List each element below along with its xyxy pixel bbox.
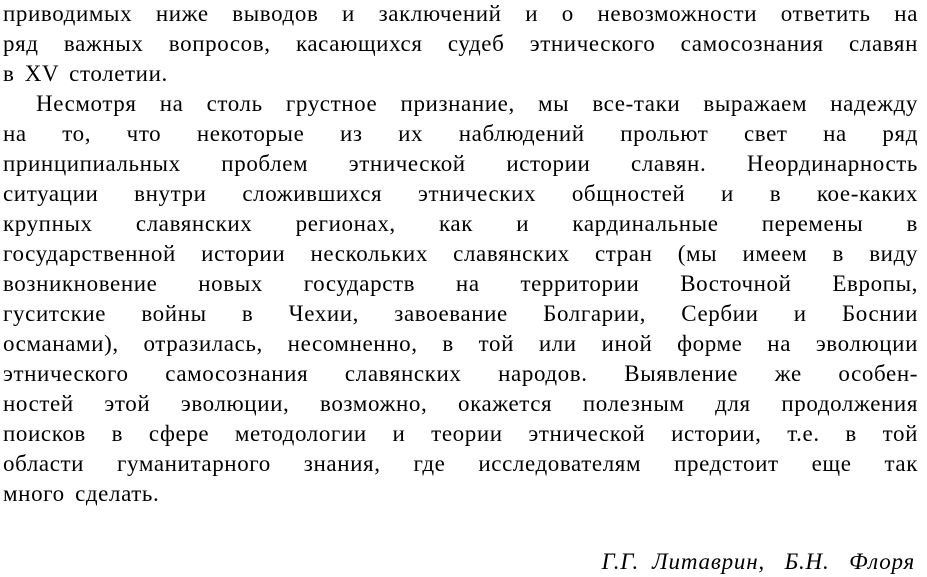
text-line: области гуманитарного знания, где исследователям предстоит еще так	[3, 451, 918, 476]
text-line: гуситские войны в Чехии, завоевание Болгарии, Сербии и Боснии	[3, 301, 918, 326]
text-line: возникновение новых государств на территории Восточной Европы,	[3, 271, 918, 296]
text-line: много сделать.	[3, 481, 160, 506]
text-line: в XV столетии.	[3, 61, 168, 86]
text-line: ситуации внутри сложившихся этнических общностей и в кое-каких	[3, 181, 918, 206]
text-line: крупных славянских регионах, как и кардинальные перемены в	[3, 211, 918, 236]
text-line: на то, что некоторые из их наблюдений прольют свет на ряд	[3, 121, 918, 146]
text-line: ряд важных вопросов, касающихся судеб этнического самосознания славян	[3, 31, 918, 56]
text-line: государственной истории нескольких славянских стран (мы имеем в виду	[3, 241, 918, 266]
text-line: османами), отразилась, несомненно, в той или иной форме на эволюции	[3, 331, 918, 356]
text-line: ностей этой эволюции, возможно, окажется полезным для продолжения	[3, 391, 918, 416]
text-line: приводимых ниже выводов и заключений и о невозможности ответить на	[3, 1, 918, 26]
text-line: поисков в сфере методологии и теории этнической истории, т.е. в той	[3, 421, 918, 446]
author-signature: Г.Г. Литаврин, Б.Н. Флоря	[601, 549, 915, 574]
text-line: этнического самосознания славянских народов. Выявление же особен-	[3, 361, 918, 386]
paragraph-first-line: Несмотря на столь грустное признание, мы все-таки выражаем надежду	[36, 91, 918, 116]
text-line: принципиальных проблем этнической истории славян. Неординарность	[3, 151, 918, 176]
